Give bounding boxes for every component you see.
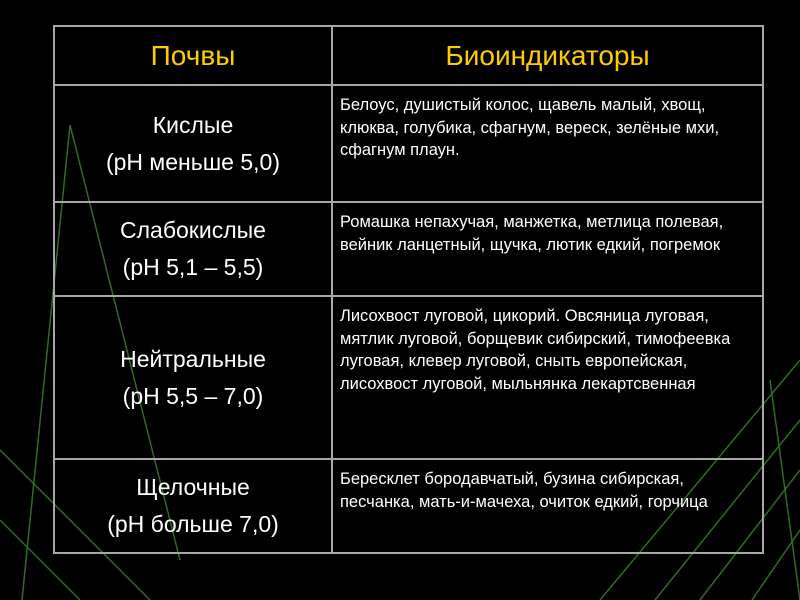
soil-cell <box>54 459 332 553</box>
ph-range: (рН больше 7,0) <box>107 511 279 537</box>
table-row <box>54 85 763 202</box>
table-row <box>54 202 763 296</box>
indicators-cell: Белоус, душистый колос, щавель малый, хвощ, клюква, голубика, сфагнум, вереск, зелёные мхи, сфагнум плаун. <box>332 85 763 202</box>
ph-range: (рН меньше 5,0) <box>105 148 280 175</box>
indicators-cell: Бересклет бородавчатый, бузина сибирская, песчанка, мать-и-мачеха, очиток едкий, горчица <box>332 459 763 553</box>
header-row <box>54 26 763 85</box>
soil-cell <box>54 296 332 459</box>
soil-cell <box>54 202 332 296</box>
soil-bioindicator-table <box>53 25 764 554</box>
indicators-cell: Ромашка непахучая, манжетка, метлица полевая, вейник ланцетный, щучка, лютик едкий, погремок <box>332 202 763 296</box>
table-row <box>54 296 763 459</box>
soil-cell <box>54 85 332 202</box>
soil-type: Нейтральные <box>120 345 266 372</box>
soil-type: Слабокислые <box>120 217 266 243</box>
soil-type: Кислые <box>152 111 234 138</box>
header-bioindicators: Биоиндикаторы <box>332 26 763 85</box>
ph-range: (рН 5,1 – 5,5) <box>122 254 264 280</box>
ph-range: (рН 5,5 – 7,0) <box>122 382 264 409</box>
header-soils: Почвы <box>54 26 332 85</box>
soil-type: Щелочные <box>136 474 250 500</box>
indicators-cell: Лисохвост луговой, цикорий. Овсяница луговая, мятлик луговой, борщевик сибирский, тимофеевка луговая, клевер луговой, сныть европейская, лисохвост луговой, мыльнянка лекартсвенная <box>332 296 763 459</box>
table-row <box>54 459 763 553</box>
